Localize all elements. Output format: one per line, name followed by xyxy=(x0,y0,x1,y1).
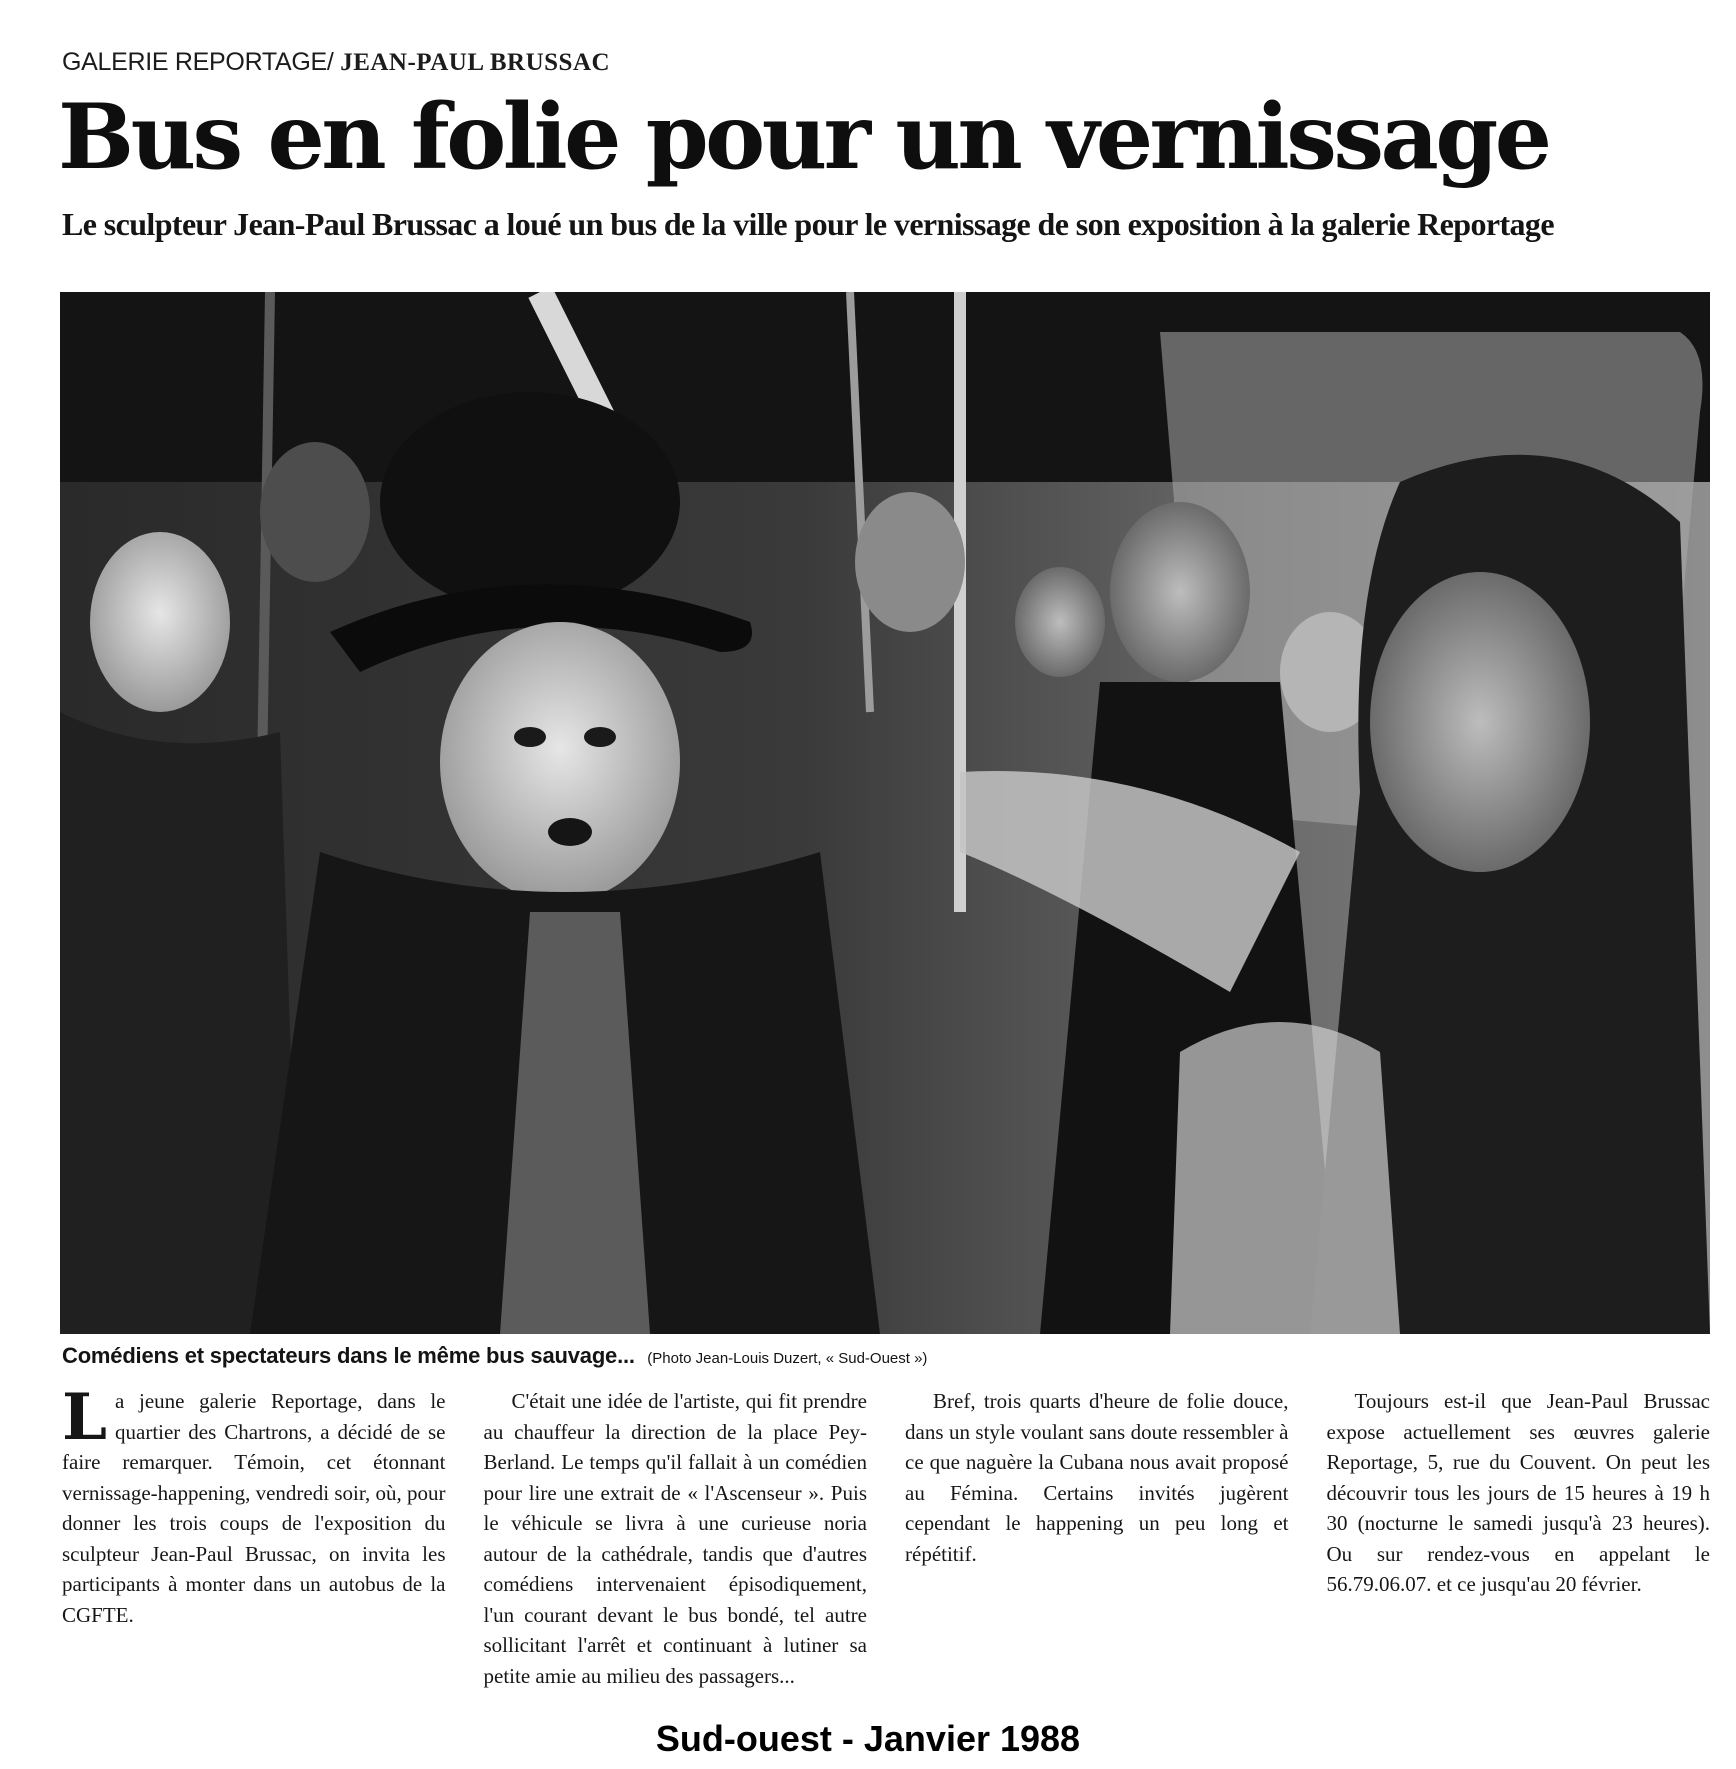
photo-credit: (Photo Jean-Louis Duzert, « Sud-Ouest ») xyxy=(647,1350,928,1367)
rubric xyxy=(62,48,610,77)
paragraph-4: Toujours est-il que Jean-Paul Brussac expose actuellement ses œuvres galerie Reportage, 5, rue du Couvent. On peut les découvrir tous les jours de 15 heures à 19 h 30 (nocturne le samedi jusqu'à 23 heures). Ou sur rendez-vous en appelant le 56.79.06.07. et ce jusqu'au 20 février. xyxy=(1326,1389,1710,1596)
headline: Bus en folie pour un vernissage xyxy=(58,84,1549,190)
article-body xyxy=(62,1380,1710,1691)
caption-text: Comédiens et spectateurs dans le même bus sauvage... xyxy=(62,1343,635,1368)
article-column-1 xyxy=(62,1380,446,1691)
rubric-author: JEAN-PAUL BRUSSAC xyxy=(340,49,611,76)
paragraph-2: C'était une idée de l'artiste, qui fit prendre au chauffeur la direction de la place Pey-Berland. Le temps qu'il fallait à un comédien pour lire une extrait de « l'Ascenseur ». Puis le véhicule se livra à une curieuse noria autour de la cathédrale, tandis que d'autres comédiens intervenaient épisodiquement, l'un courant devant le bus bondé, tel autre sollicitant l'arrêt et continuant à lutiner sa petite amie au milieu des passagers... xyxy=(483,1389,867,1688)
article-column-3 xyxy=(905,1386,1289,1691)
photo-caption xyxy=(62,1343,1712,1369)
standfirst: Le sculpteur Jean-Paul Brussac a loué un bus de la ville pour le vernissage de son exposition à la galerie Reportage xyxy=(62,206,1554,242)
bus-photo xyxy=(60,292,1710,1334)
drop-cap: L xyxy=(62,1380,107,1455)
paragraph-1-text: a jeune galerie Reportage, dans le quartier des Chartrons, a décidé de se faire remarquer. Témoin, cet étonnant vernissage-happening, vendredi soir, où, pour donner les trois coups de l'exposition du sculpteur Jean-Paul Brussac, on invita les participants à monter dans un autobus de la CGFTE. xyxy=(62,1389,446,1627)
bus-interior-image xyxy=(60,292,1710,1334)
rubric-section: GALERIE REPORTAGE/ xyxy=(62,48,334,76)
paragraph-3: Bref, trois quarts d'heure de folie douce, dans un style voulant sans doute ressembler à ce que naguère la Cubana nous avait proposé au Fémina. Certains invités jugèrent cependant le happening un peu long et répétitif. xyxy=(905,1389,1289,1566)
article-column-4 xyxy=(1327,1386,1711,1691)
article-column-2 xyxy=(484,1386,868,1691)
source-footer: Sud-ouest - Janvier 1988 xyxy=(655,1718,1081,1759)
paragraph-1 xyxy=(62,1380,446,1630)
